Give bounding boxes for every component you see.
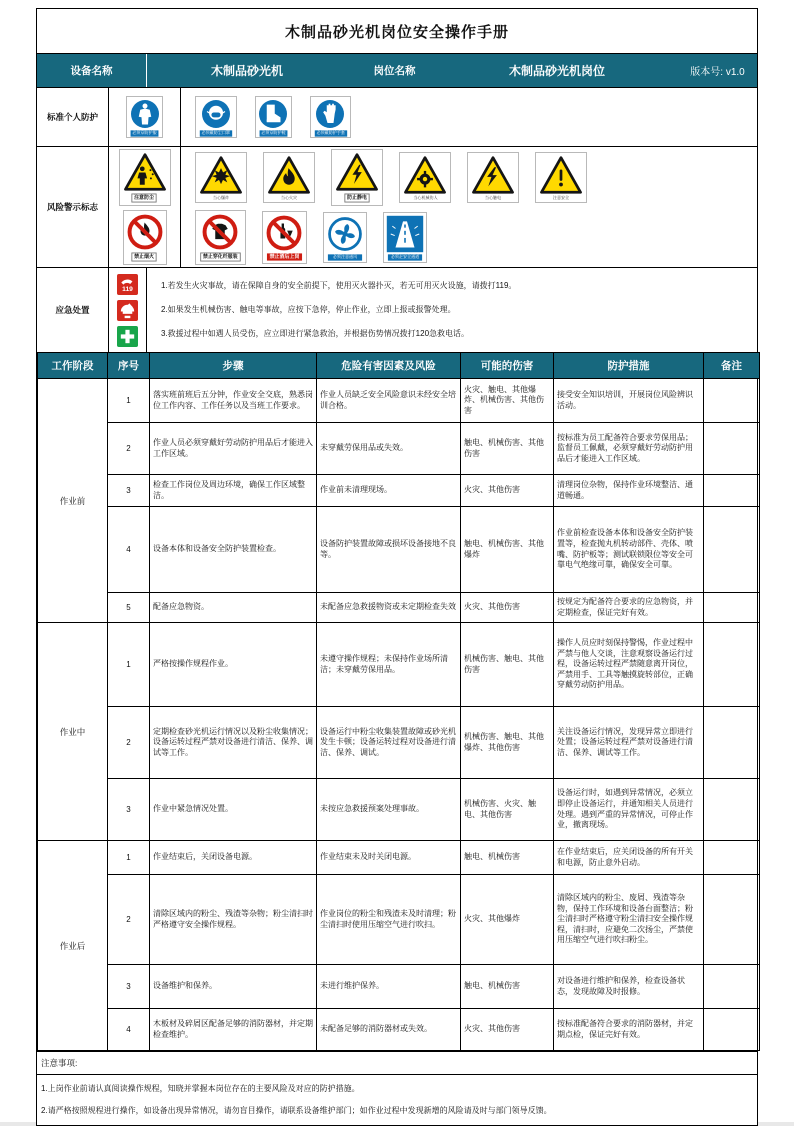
electric-shock-warning-icon: [470, 155, 516, 195]
no-open-flame-icon: [126, 213, 164, 251]
step-cell: 配备应急物资。: [150, 593, 317, 623]
serial-cell: 1: [108, 623, 150, 707]
remark-cell: [704, 707, 760, 779]
hazard-cell: 设备防护装置故障或损坏设备接地不良等。: [317, 507, 461, 593]
remark-cell: [704, 507, 760, 593]
stage-cell: 作业后: [38, 841, 108, 1051]
remark-cell: [704, 841, 760, 875]
general-safety-warning-icon: [538, 155, 584, 195]
protective-clothing-icon: [130, 99, 160, 129]
static-warning-icon: [334, 152, 380, 192]
no-synthetic-clothing-sign: [195, 210, 246, 264]
measure-cell: 清除区域内的粉尘、废屑、残渣等杂物，保持工作环境和设备台面整洁；粉尘清扫时严格遵守粉尘清扫安全操作规程，清扫时，应避免二次扬尘，严禁使用压缩空气进行吹扫粉尘。: [554, 875, 704, 965]
protective-clothing-sign: [126, 96, 163, 139]
step-cell: 设备本体和设备安全防护装置检查。: [150, 507, 317, 593]
warning-signs-area: [181, 147, 757, 267]
harm-cell: 火灾、其他伤害: [461, 1009, 554, 1051]
static-warning-sign: [331, 149, 383, 205]
dust-warning-sign: [119, 149, 171, 205]
remark-cell: [704, 379, 760, 423]
ventilation-required-sign: [323, 212, 367, 263]
emergency-instruction: 3.救援过程中如遇人员受伤，应立即进行紧急救治，并根据伤势情况拨打120急救电话。: [161, 328, 470, 338]
safe-walkway-icon: [386, 215, 424, 253]
remark-cell: [704, 875, 760, 965]
serial-cell: 1: [108, 841, 150, 875]
step-cell: 检查工作岗位及周边环境，确保工作区域整洁。: [150, 475, 317, 507]
measure-cell: 按标准配备符合要求的消防器材，并定期点检，保证完好有效。: [554, 1009, 704, 1051]
info-bar: [37, 53, 757, 87]
table-row: [38, 707, 760, 779]
device-name-value: 木制品砂光机: [210, 64, 283, 78]
step-cell: 严格按操作规程作业。: [150, 623, 317, 707]
warning-first-sign-column: [109, 147, 181, 267]
electric-shock-warning-sign: [467, 152, 519, 203]
sign-label: 当心爆炸: [212, 195, 230, 200]
mechanical-injury-warning-sign: [399, 152, 451, 203]
table-row: [38, 623, 760, 707]
protective-boots-sign: [255, 96, 292, 139]
serial-cell: 5: [108, 593, 150, 623]
measure-cell: 关注设备运行情况，发现异常立即进行处置；设备运转过程严禁对设备进行清洁、保养、调试等工作。: [554, 707, 704, 779]
harm-cell: 机械伤害、火灾、触电、其他伤害: [461, 779, 554, 841]
sign-label: 禁止穿化纤服装: [200, 253, 240, 262]
no-open-flame-sign: [123, 210, 167, 264]
harm-cell: 机械伤害、触电、其他伤害: [461, 623, 554, 707]
emergency-stop-icon: [117, 300, 138, 326]
header-remark: 备注: [704, 353, 760, 379]
sign-label: 当心触电: [484, 195, 502, 200]
serial-cell: 2: [108, 875, 150, 965]
hazard-cell: 作业前未清理现场。: [317, 475, 461, 507]
note-item: 1.上岗作业前请认真阅读操作规程，知晓并掌握本岗位存在的主要风险及对应的防护措施。: [41, 1083, 360, 1093]
hazard-cell: 作业岗位的粉尘和残渣未及时清理；粉尘清扫时使用压缩空气进行吹扫。: [317, 875, 461, 965]
serial-cell: 1: [108, 379, 150, 423]
fire-call-119-icon: [117, 274, 138, 300]
sign-label: 注意防尘: [132, 194, 157, 203]
measure-cell: 操作人员应时刻保持警惕，作业过程中严禁与他人交谈，注意观察设备运行过程，设备运转过程严禁随意离开岗位，严禁用手、工具等触摸旋转部位，正确穿戴劳动防护用品。: [554, 623, 704, 707]
page-title: 木制品砂光机岗位安全操作手册: [284, 23, 509, 41]
harm-cell: 触电、机械伤害、其他爆炸: [461, 507, 554, 593]
first-aid-icon: [117, 326, 138, 352]
hazard-cell: 未遵守操作规程；未保持作业场所清洁；未穿戴劳保用品。: [317, 623, 461, 707]
remark-cell: [704, 423, 760, 475]
step-cell: 定期检查砂光机运行情况以及粉尘收集情况；设备运转过程严禁对设备进行清洁、保养、调试等工作。: [150, 707, 317, 779]
hazard-cell: 未配备应急救援物资或未定期检查失效: [317, 593, 461, 623]
warning-signs-row-1: [181, 149, 757, 205]
measure-cell: 对设备进行维护和保养，检查设备状态，发现故障及时报修。: [554, 965, 704, 1009]
remark-cell: [704, 779, 760, 841]
harm-cell: 触电、机械伤害: [461, 841, 554, 875]
serial-cell: 3: [108, 965, 150, 1009]
harm-cell: 火灾、其他伤害: [461, 475, 554, 507]
measure-cell: 清理岗位杂物，保持作业环境整洁、通道畅通。: [554, 475, 704, 507]
step-cell: 作业人员必须穿戴好劳动防护用品后才能进入工作区域。: [150, 423, 317, 475]
emergency-instruction: 1.若发生火灾事故，请在保障自身的安全前提下，使用灭火器扑灭，若无可用灭火设施，请拨打119。: [161, 280, 517, 290]
emergency-icons-strip: [109, 268, 147, 352]
sign-label: 当心机械伤人: [412, 195, 438, 200]
position-name-value: 木制品砂光机岗位: [508, 64, 605, 78]
general-safety-warning-sign: [535, 152, 587, 203]
no-alcohol-icon: [265, 214, 303, 252]
step-cell: 落实班前班后五分钟，作业安全交底，熟悉岗位工作内容、工作任务以及当班工作要求。: [150, 379, 317, 423]
sign-label: 必须穿防护服: [132, 129, 157, 135]
sign-label: 必须穿防护鞋: [260, 129, 286, 135]
risk-warning-section-label: 风险警示标志: [37, 147, 109, 267]
sign-label: 禁止酒后上岗: [266, 254, 301, 261]
safe-walkway-sign: [383, 212, 427, 263]
risk-warning-section: [37, 146, 757, 267]
ventilation-required-icon: [326, 215, 364, 253]
serial-cell: 3: [108, 779, 150, 841]
harm-cell: 机械伤害、触电、其他爆炸、其他伤害: [461, 707, 554, 779]
harm-cell: 触电、机械伤害、其他伤害: [461, 423, 554, 475]
serial-cell: 4: [108, 1009, 150, 1051]
harm-cell: 火灾、触电、其他爆炸、机械伤害、其他伤害: [461, 379, 554, 423]
remark-cell: [704, 593, 760, 623]
measure-cell: 按规定为配备符合要求的应急物资，并定期检查，保证完好有效。: [554, 593, 704, 623]
table-row: [38, 379, 760, 423]
notes-label: 注意事项:: [37, 1051, 757, 1074]
emergency-section: [37, 267, 757, 352]
table-row: [38, 1009, 760, 1051]
step-cell: 清除区域内的粉尘、残渣等杂物；粉尘清扫时严格遵守安全操作规程。: [150, 875, 317, 965]
ppe-signs-row: [181, 88, 757, 146]
sign-label: 必须注意通风: [327, 254, 361, 260]
serial-cell: 2: [108, 423, 150, 475]
svg-text:119: 119: [122, 286, 133, 294]
remark-cell: [704, 1009, 760, 1051]
position-name-label: 岗位名称: [373, 65, 416, 77]
table-row: [38, 875, 760, 965]
hazard-cell: 未进行维护保养。: [317, 965, 461, 1009]
header-step: 步骤: [150, 353, 317, 379]
hazard-cell: 未配备足够的消防器材或失效。: [317, 1009, 461, 1051]
no-alcohol-sign: [262, 211, 307, 263]
header-work-stage: 工作阶段: [38, 353, 108, 379]
sign-label: 必须戴防尘口罩: [201, 129, 230, 135]
step-cell: 作业结束后，关闭设备电源。: [150, 841, 317, 875]
hazard-cell: 设备运行中粉尘收集装置故障或砂光机发生卡顿；设备运转过程对设备进行清洁、保养、调试。: [317, 707, 461, 779]
ppe-first-sign-cell: [109, 88, 181, 146]
sign-label: 防止静电: [344, 194, 369, 203]
version-number: 版本号: v1.0: [690, 67, 745, 78]
device-name-label: 设备名称: [37, 54, 147, 87]
serial-cell: 2: [108, 707, 150, 779]
fire-warning-sign: [263, 152, 315, 203]
explosion-warning-icon: [198, 155, 244, 195]
note-item: 2.请严格按照规程进行操作，如设备出现异常情况，请勿盲目操作，请联系设备维护部门；如作业过程中发现新增的风险请及时与部门领导反馈。: [41, 1105, 552, 1115]
table-row: [38, 507, 760, 593]
remark-cell: [704, 475, 760, 507]
serial-cell: 3: [108, 475, 150, 507]
measure-cell: 在作业结束后，应关闭设备的所有开关和电源，防止意外启动。: [554, 841, 704, 875]
header-serial-number: 序号: [108, 353, 150, 379]
notes-area: [37, 1074, 757, 1125]
table-row: [38, 965, 760, 1009]
fire-warning-icon: [266, 155, 312, 195]
header-possible-harm: 可能的伤害: [461, 353, 554, 379]
protective-gloves-sign: [310, 96, 352, 139]
header-protective-measures: 防护措施: [554, 353, 704, 379]
dust-mask-icon: [201, 99, 231, 129]
sign-label: 禁止烟火: [132, 253, 157, 262]
dust-warning-icon: [122, 152, 168, 192]
dust-mask-sign: [195, 96, 237, 139]
no-synthetic-clothing-icon: [201, 213, 239, 251]
table-header-row: [38, 353, 760, 379]
safety-manual-document: [36, 8, 758, 1126]
stage-cell: 作业前: [38, 379, 108, 623]
sign-label: 必须戴防护手套: [316, 129, 345, 135]
harm-cell: 火灾、其他伤害: [461, 593, 554, 623]
sign-label: 必须走安全通道: [387, 254, 421, 260]
measure-cell: 作业前检查设备本体和设备安全防护装置等，检查抛丸机转动部件、壳体、喷嘴、防护板等；测试联锁限位等安全可靠电气绝缘可靠，确保安全可靠。: [554, 507, 704, 593]
remark-cell: [704, 623, 760, 707]
table-row: [38, 475, 760, 507]
hazard-cell: 未按应急救援预案处理事故。: [317, 779, 461, 841]
measure-cell: 按标准为员工配备符合要求劳保用品；监督员工佩戴，必须穿戴好劳动防护用品后才能进入工作区域。: [554, 423, 704, 475]
measure-cell: 接受安全知识培训，开展岗位风险辨识活动。: [554, 379, 704, 423]
mechanical-injury-warning-icon: [402, 155, 448, 195]
step-cell: 木板材及碎屑区配备足够的消防器材，并定期检查维护。: [150, 1009, 317, 1051]
serial-cell: 4: [108, 507, 150, 593]
sign-label: 注意安全: [552, 195, 570, 200]
emergency-instruction: 2.如果发生机械伤害、触电等事故，应按下急停，停止作业，立即上报或报警处理。: [161, 304, 456, 314]
hazard-cell: 未穿戴劳保用品或失效。: [317, 423, 461, 475]
header-hazard-risk: 危险有害因素及风险: [317, 353, 461, 379]
hazard-cell: 作业人员缺乏安全风险意识未经安全培训合格。: [317, 379, 461, 423]
ppe-section-label: 标准个人防护: [37, 88, 109, 146]
table-row: [38, 423, 760, 475]
harm-cell: 火灾、其他爆炸: [461, 875, 554, 965]
hazard-cell: 作业结束未及时关闭电源。: [317, 841, 461, 875]
emergency-section-label: 应急处置: [37, 268, 109, 352]
protective-gloves-icon: [315, 99, 345, 129]
ppe-section: [37, 87, 757, 146]
table-row: [38, 841, 760, 875]
protective-boots-icon: [258, 99, 288, 129]
harm-cell: 触电、机械伤害: [461, 965, 554, 1009]
work-stage-table: [37, 352, 760, 1051]
warning-signs-row-2: [181, 210, 757, 264]
measure-cell: 设备运行时，如遇到异常情况，必须立即停止设备运行，并通知相关人员进行处理。遇到严重的异常情况，可停止作业，撤离现场。: [554, 779, 704, 841]
remark-cell: [704, 965, 760, 1009]
sign-label: 当心火灾: [280, 195, 298, 200]
stage-cell: 作业中: [38, 623, 108, 841]
table-row: [38, 593, 760, 623]
step-cell: 设备维护和保养。: [150, 965, 317, 1009]
explosion-warning-sign: [195, 152, 247, 203]
step-cell: 作业中紧急情况处置。: [150, 779, 317, 841]
emergency-instructions: [147, 268, 757, 352]
table-row: [38, 779, 760, 841]
